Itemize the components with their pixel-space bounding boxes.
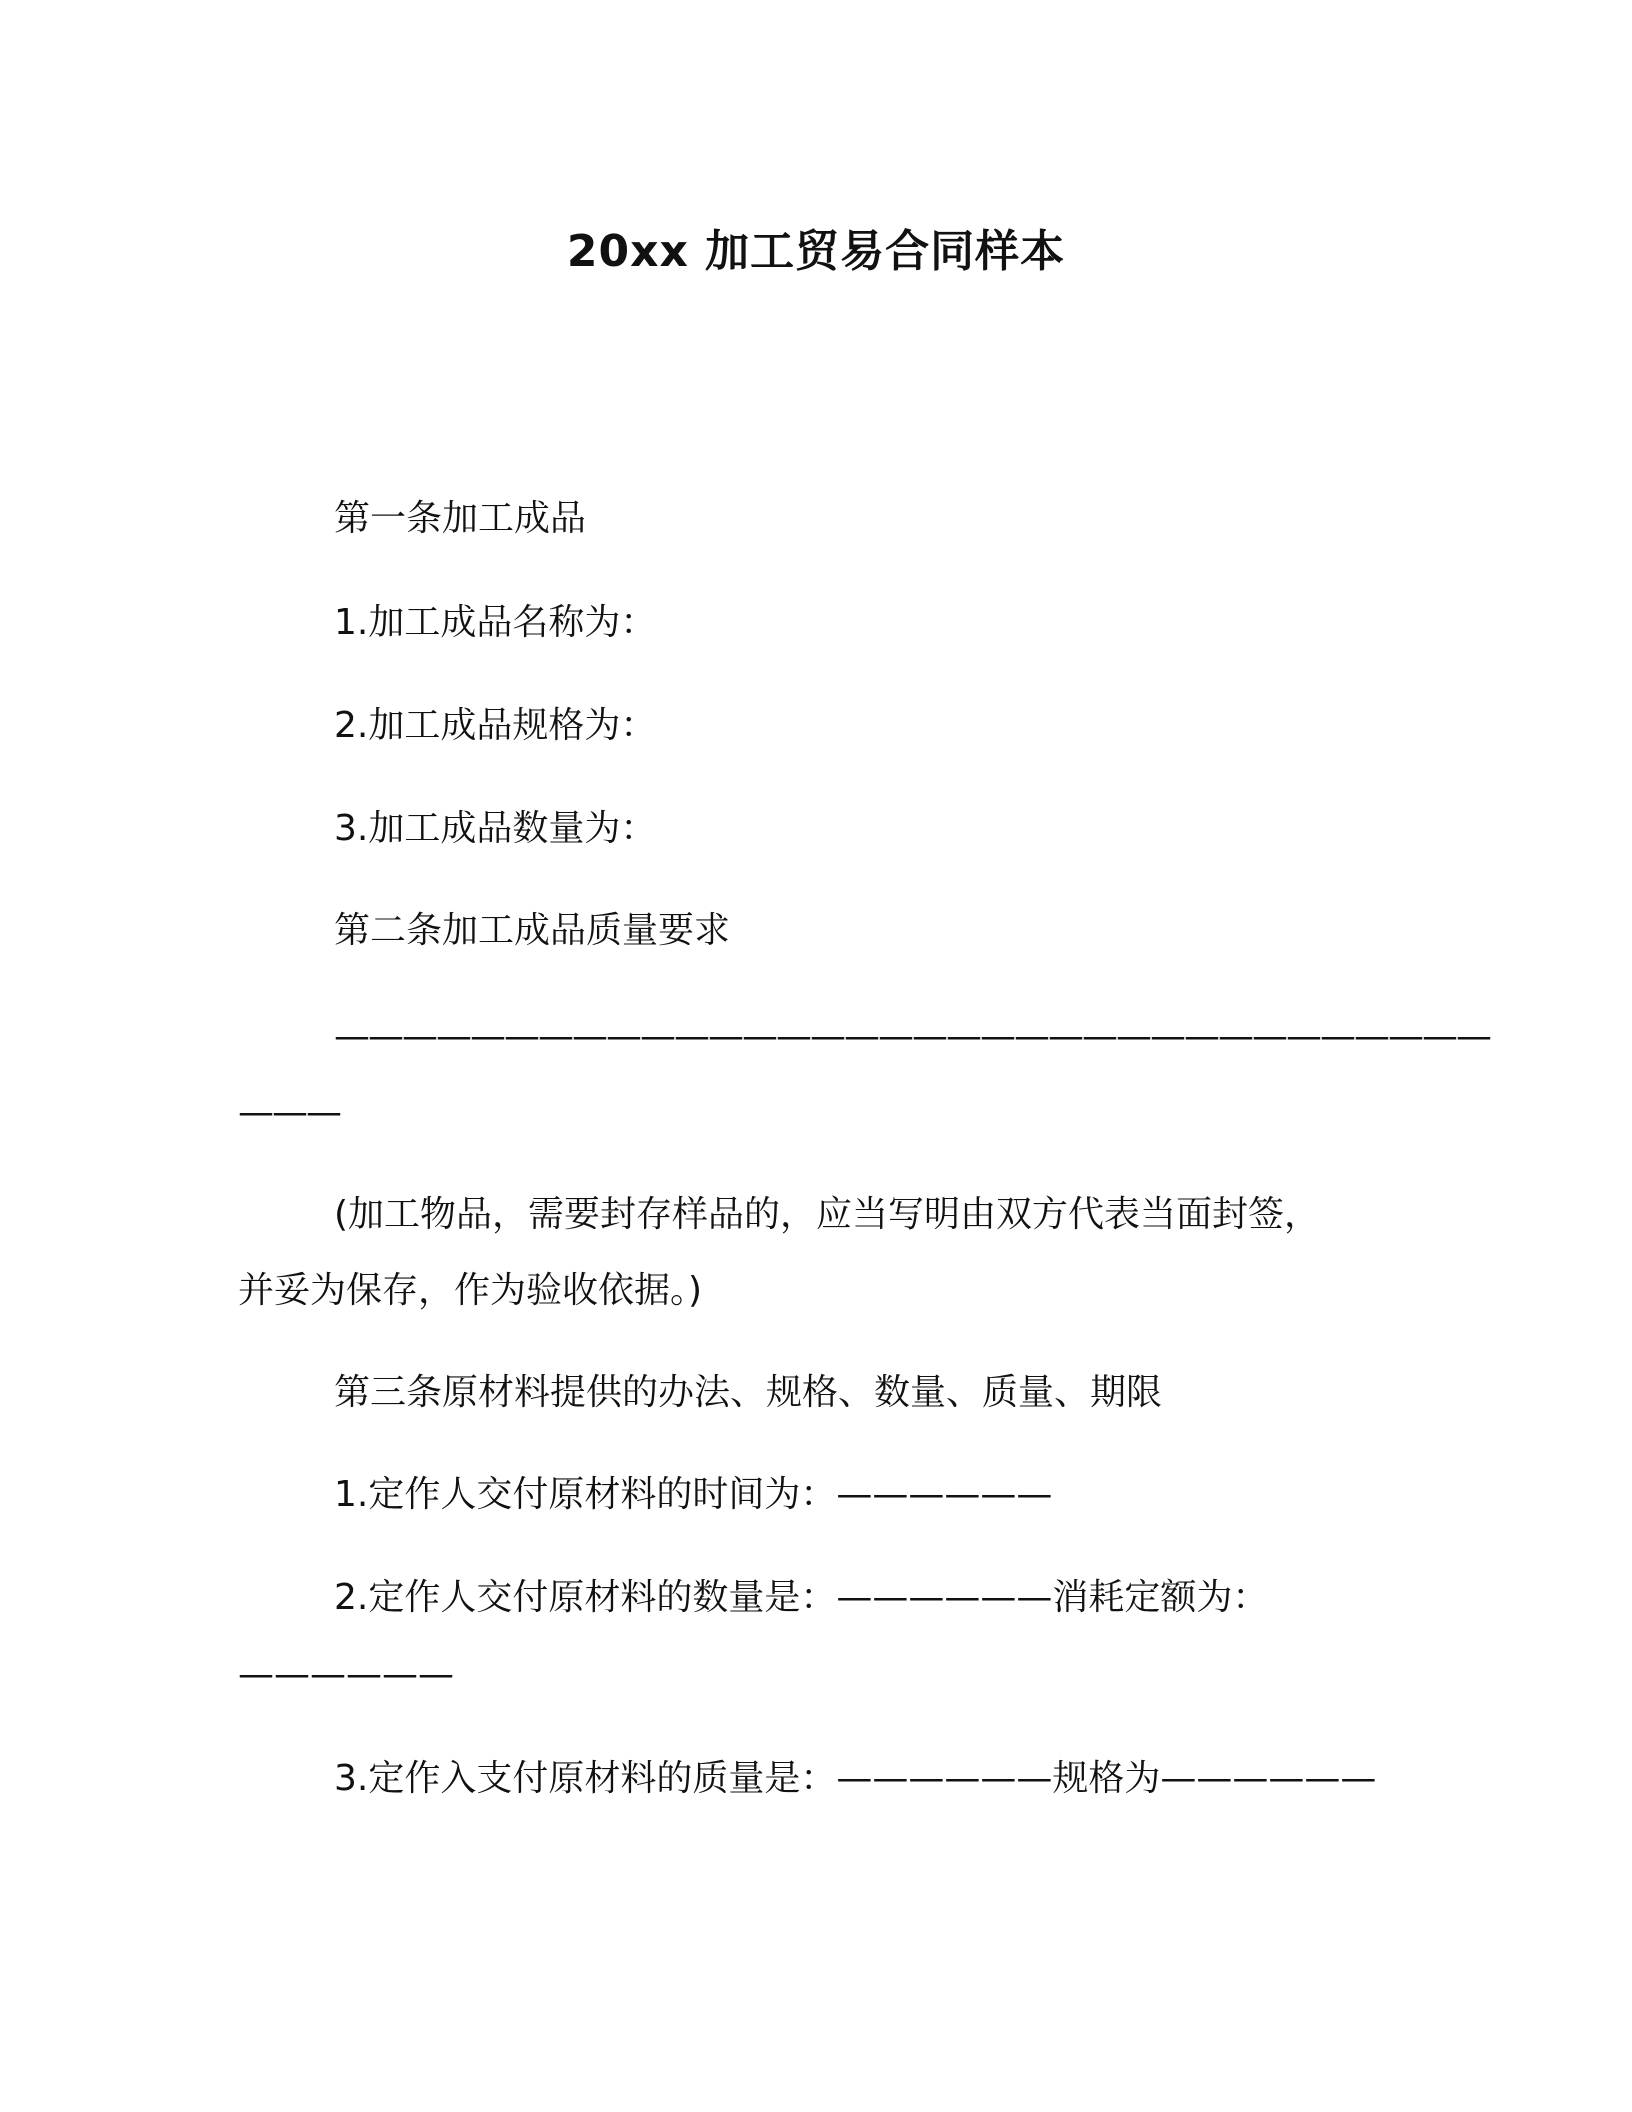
quality-blank-line-continued: ——— (238, 1092, 340, 1133)
document-title: 20xx 加工贸易合同样本 (566, 226, 1066, 277)
sample-note-line-2: 并妥为保存，作为验收依据。) (238, 1270, 703, 1311)
quality-blank-line: —————————————————————————————————— (334, 1016, 1490, 1057)
item-product-name: 1.加工成品名称为： (334, 602, 657, 643)
article-2-heading: 第二条加工成品质量要求 (334, 910, 731, 951)
sample-note-line-1: (加工物品，需要封存样品的，应当写明由双方代表当面封签， (334, 1194, 1321, 1235)
item-material-delivery-time: 1.定作人交付原材料的时间为：—————— (334, 1474, 1053, 1515)
item-product-spec: 2.加工成品规格为： (334, 705, 657, 746)
item-material-quality: 3.定作入支付原材料的质量是：——————规格为—————— (334, 1758, 1377, 1799)
item-product-quantity: 3.加工成品数量为： (334, 808, 657, 849)
article-1-heading: 第一条加工成品 (334, 498, 587, 539)
article-3-heading: 第三条原材料提供的办法、规格、数量、质量、期限 (334, 1372, 1163, 1413)
item-material-quantity: 2.定作人交付原材料的数量是：——————消耗定额为： (334, 1577, 1269, 1618)
item-material-quantity-continued: —————— (238, 1654, 454, 1695)
